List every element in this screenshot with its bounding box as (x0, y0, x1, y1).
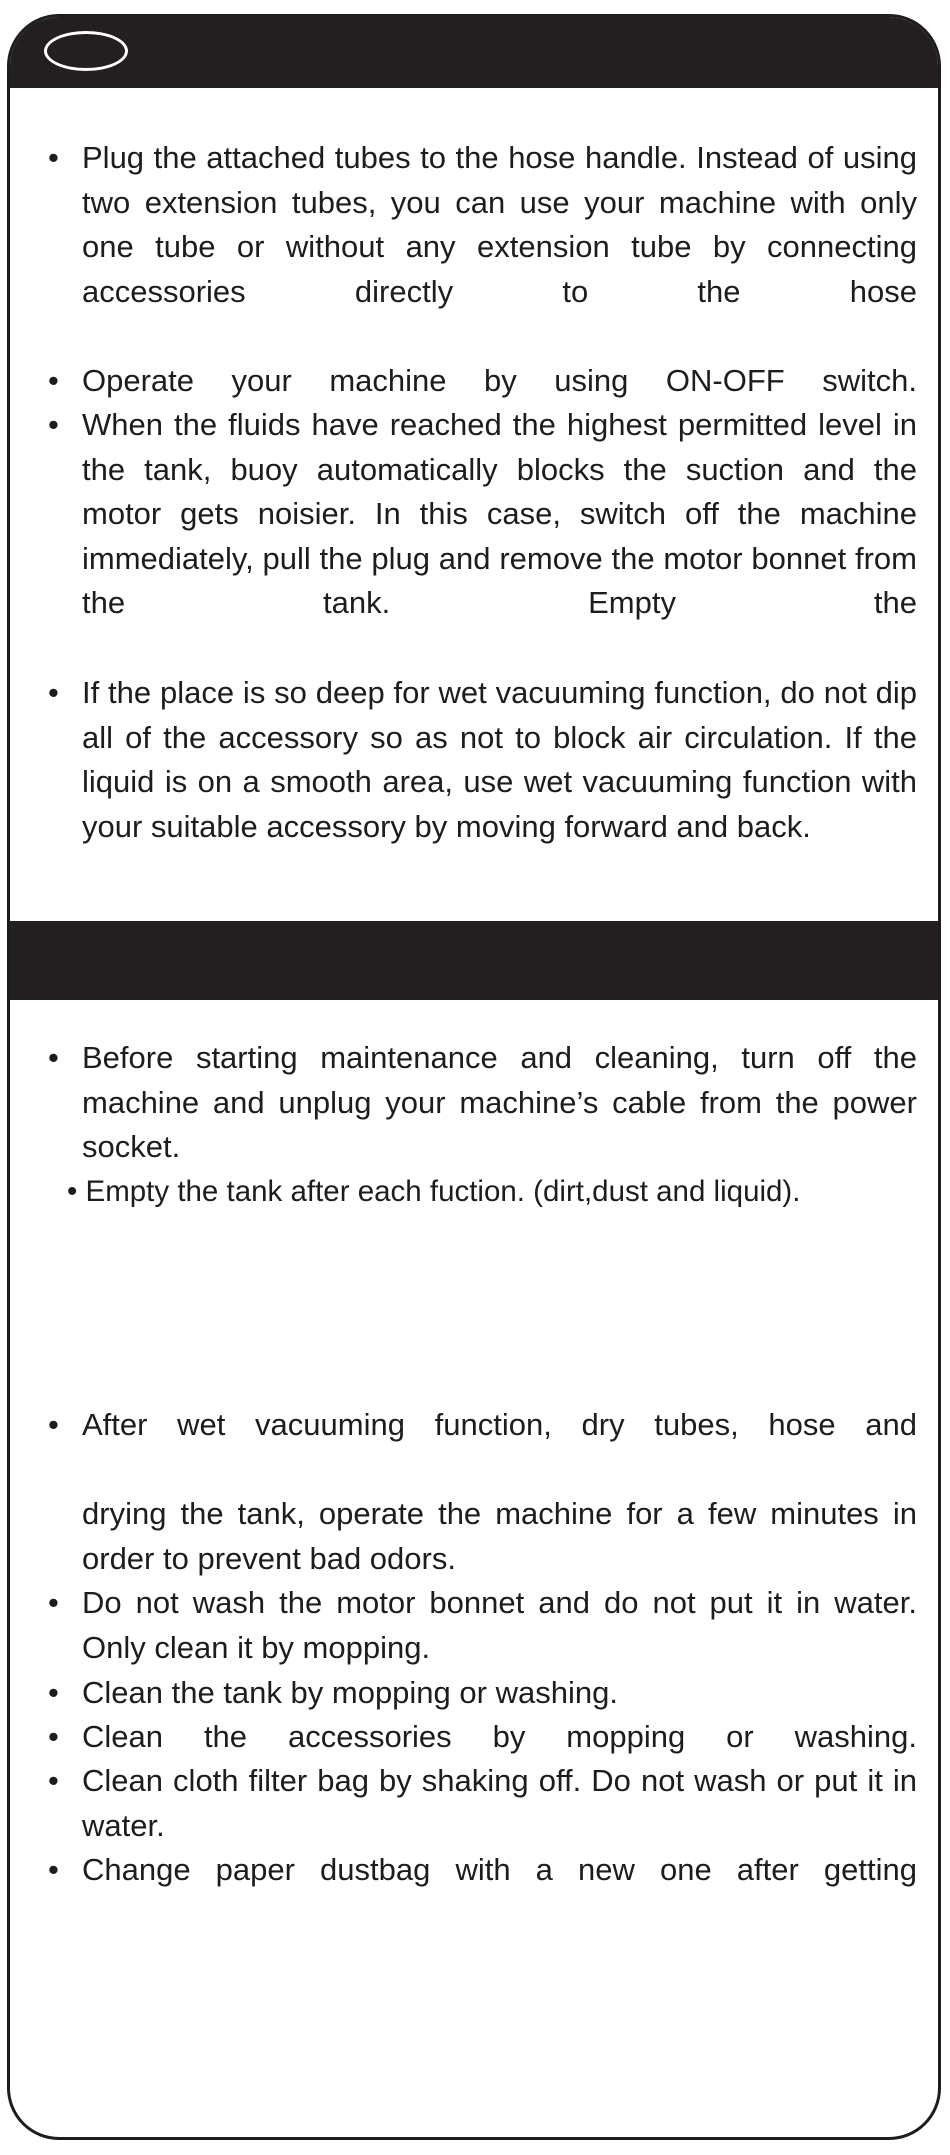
list-item: • After wet vacuuming function, dry tubes, hose and (82, 1403, 917, 1448)
list-item: • When the fluids have reached the highest permitted level in the tank, buoy automatically blocks the suction and the motor gets noisier. In this case, switch off the machine immediately, pull the plug and remove the motor bonnet from the tank. Empty the (82, 403, 917, 626)
page-frame (7, 14, 941, 2140)
maintenance-header-band (10, 921, 938, 1000)
list-item: • Plug the attached tubes to the hose handle. Instead of using two extension tubes, you can use your machine with only one tube or without any extension tube by connecting accessories directly to the hose (82, 136, 917, 314)
list-item: • Clean cloth filter bag by shaking off. Do not wash or put it in water. (82, 1759, 917, 1848)
list-item: drying the tank, operate the machine for a few minutes in order to prevent bad odors. (82, 1496, 917, 1576)
section-number-badge (44, 31, 128, 71)
list-item: • If the place is so deep for wet vacuuming function, do not dip all of the accessory so as not to block air circulation. If the liquid is on a smooth area, use wet vacuuming function with your suitable accessory by moving forward and back. (82, 671, 917, 849)
section-header-band (10, 17, 938, 88)
list-item: • Operate your machine by using ON-OFF switch. (82, 359, 917, 404)
list-item: • Empty the tank after each fuction. (dirt,dust and liquid). (67, 1175, 801, 1208)
list-item: • Do not wash the motor bonnet and do not put it in water. Only clean it by mopping. (82, 1581, 917, 1670)
list-item: • Before starting maintenance and cleaning, turn off the machine and unplug your machine’s cable from the power socket. (82, 1036, 917, 1170)
list-item: • Clean the tank by mopping or washing. (82, 1671, 917, 1716)
list-item: • Change paper dustbag with a new one after getting (82, 1848, 917, 1893)
list-item: • Clean the accessories by mopping or washing. (82, 1715, 917, 1760)
